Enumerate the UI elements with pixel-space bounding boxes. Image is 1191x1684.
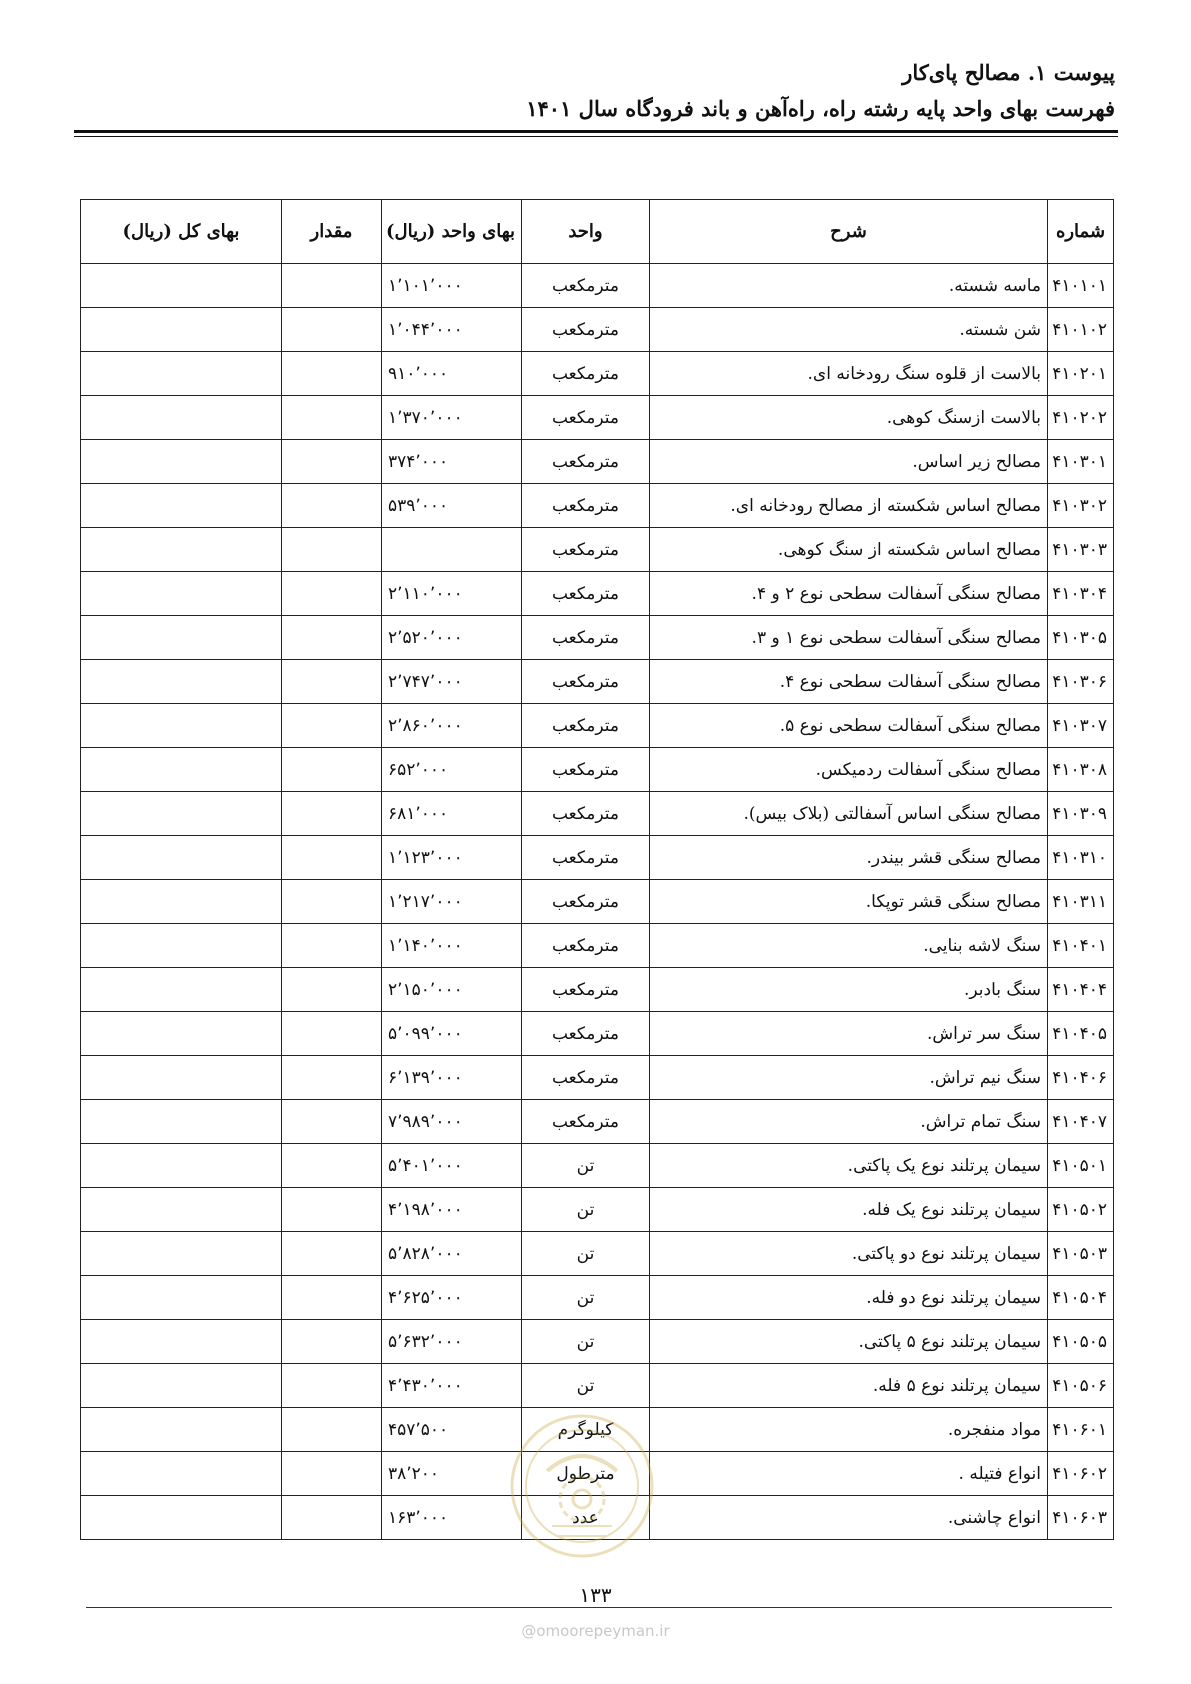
row-code: ۴۱۰۳۱۰ <box>1048 836 1114 880</box>
table-row <box>81 880 1114 924</box>
row-total-price <box>81 1056 282 1100</box>
row-code: ۴۱۰۴۰۶ <box>1048 1056 1114 1100</box>
row-quantity <box>282 1100 382 1144</box>
row-unit-price: ۵٬۰۹۹٬۰۰۰ <box>382 1012 522 1056</box>
table-row <box>81 440 1114 484</box>
row-unit: مترمکعب <box>522 748 650 792</box>
row-unit-price: ۵٬۶۳۲٬۰۰۰ <box>382 1320 522 1364</box>
row-quantity <box>282 1364 382 1408</box>
table-row <box>81 1012 1114 1056</box>
table-row <box>81 1320 1114 1364</box>
row-total-price <box>81 1364 282 1408</box>
row-description: سیمان پرتلند نوع ۵ فله. <box>650 1364 1048 1408</box>
row-unit-price: ۱٬۱۰۱٬۰۰۰ <box>382 264 522 308</box>
row-description: سنگ لاشه بنایی. <box>650 924 1048 968</box>
row-description: سیمان پرتلند نوع دو فله. <box>650 1276 1048 1320</box>
row-unit: مترمکعب <box>522 484 650 528</box>
row-unit: مترمکعب <box>522 704 650 748</box>
row-description: مصالح زیر اساس. <box>650 440 1048 484</box>
row-unit: کیلوگرم <box>522 1408 650 1452</box>
row-quantity <box>282 792 382 836</box>
column-header-code: شماره <box>1048 200 1114 264</box>
row-description: سنگ سر تراش. <box>650 1012 1048 1056</box>
row-unit-price: ۲٬۱۵۰٬۰۰۰ <box>382 968 522 1012</box>
row-unit: مترمکعب <box>522 880 650 924</box>
row-total-price <box>81 1276 282 1320</box>
row-unit: مترمکعب <box>522 1100 650 1144</box>
row-description: مصالح سنگی آسفالت سطحی نوع ۱ و ۳. <box>650 616 1048 660</box>
row-description: سنگ تمام تراش. <box>650 1100 1048 1144</box>
row-total-price <box>81 1452 282 1496</box>
row-code: ۴۱۰۵۰۳ <box>1048 1232 1114 1276</box>
row-code: ۴۱۰۵۰۴ <box>1048 1276 1114 1320</box>
row-unit: مترمکعب <box>522 396 650 440</box>
table-row <box>81 704 1114 748</box>
row-quantity <box>282 396 382 440</box>
table-row <box>81 836 1114 880</box>
row-unit: مترمکعب <box>522 924 650 968</box>
table-row <box>81 352 1114 396</box>
table-header-row <box>81 200 1114 264</box>
row-description: مصالح سنگی قشر بیندر. <box>650 836 1048 880</box>
row-quantity <box>282 748 382 792</box>
row-code: ۴۱۰۴۰۴ <box>1048 968 1114 1012</box>
row-quantity <box>282 968 382 1012</box>
row-unit-price: ۲٬۵۲۰٬۰۰۰ <box>382 616 522 660</box>
row-unit: مترمکعب <box>522 528 650 572</box>
row-code: ۴۱۰۱۰۲ <box>1048 308 1114 352</box>
row-code: ۴۱۰۶۰۳ <box>1048 1496 1114 1540</box>
row-unit: تن <box>522 1276 650 1320</box>
row-description: مصالح سنگی آسفالت سطحی نوع ۴. <box>650 660 1048 704</box>
footer-rule <box>86 1607 1112 1608</box>
row-unit: مترمکعب <box>522 308 650 352</box>
row-unit: مترمکعب <box>522 1056 650 1100</box>
row-quantity <box>282 1012 382 1056</box>
row-code: ۴۱۰۲۰۱ <box>1048 352 1114 396</box>
row-quantity <box>282 1496 382 1540</box>
row-unit: مترمکعب <box>522 572 650 616</box>
row-description: مواد منفجره. <box>650 1408 1048 1452</box>
row-description: سنگ نیم تراش. <box>650 1056 1048 1100</box>
row-unit: تن <box>522 1232 650 1276</box>
row-total-price <box>81 1188 282 1232</box>
header-rule-thick <box>74 130 1118 133</box>
row-unit-price: ۴٬۶۲۵٬۰۰۰ <box>382 1276 522 1320</box>
row-quantity <box>282 308 382 352</box>
row-unit-price: ۴۵۷٬۵۰۰ <box>382 1408 522 1452</box>
row-quantity <box>282 836 382 880</box>
row-description: سیمان پرتلند نوع دو پاکتی. <box>650 1232 1048 1276</box>
row-unit: تن <box>522 1320 650 1364</box>
row-total-price <box>81 704 282 748</box>
row-code: ۴۱۰۴۰۱ <box>1048 924 1114 968</box>
row-unit-price: ۹۱۰٬۰۰۰ <box>382 352 522 396</box>
table-row <box>81 1232 1114 1276</box>
row-unit: مترمکعب <box>522 616 650 660</box>
row-code: ۴۱۰۶۰۲ <box>1048 1452 1114 1496</box>
row-total-price <box>81 660 282 704</box>
table-row <box>81 968 1114 1012</box>
row-quantity <box>282 924 382 968</box>
row-total-price <box>81 440 282 484</box>
table-row <box>81 1100 1114 1144</box>
row-unit-price: ۴٬۴۳۰٬۰۰۰ <box>382 1364 522 1408</box>
row-code: ۴۱۰۳۰۵ <box>1048 616 1114 660</box>
row-code: ۴۱۰۳۰۴ <box>1048 572 1114 616</box>
row-unit-price: ۶۸۱٬۰۰۰ <box>382 792 522 836</box>
table-row <box>81 264 1114 308</box>
row-unit-price: ۶۵۲٬۰۰۰ <box>382 748 522 792</box>
row-unit: تن <box>522 1364 650 1408</box>
row-total-price <box>81 264 282 308</box>
row-total-price <box>81 616 282 660</box>
row-total-price <box>81 352 282 396</box>
row-unit-price: ۱٬۲۱۷٬۰۰۰ <box>382 880 522 924</box>
table-row <box>81 792 1114 836</box>
row-description: مصالح سنگی آسفالت سطحی نوع ۲ و ۴. <box>650 572 1048 616</box>
row-quantity <box>282 1188 382 1232</box>
row-unit: مترمکعب <box>522 1012 650 1056</box>
table-row <box>81 1188 1114 1232</box>
row-description: سیمان پرتلند نوع ۵ پاکتی. <box>650 1320 1048 1364</box>
row-code: ۴۱۰۳۱۱ <box>1048 880 1114 924</box>
row-code: ۴۱۰۵۰۲ <box>1048 1188 1114 1232</box>
table-row <box>81 1408 1114 1452</box>
row-unit-price: ۷٬۹۸۹٬۰۰۰ <box>382 1100 522 1144</box>
row-unit-price: ۵٬۴۰۱٬۰۰۰ <box>382 1144 522 1188</box>
row-quantity <box>282 1144 382 1188</box>
row-description: سیمان پرتلند نوع یک پاکتی. <box>650 1144 1048 1188</box>
table-row <box>81 1364 1114 1408</box>
row-unit: تن <box>522 1188 650 1232</box>
row-unit-price: ۱٬۳۷۰٬۰۰۰ <box>382 396 522 440</box>
row-description: انواع فتیله . <box>650 1452 1048 1496</box>
table-row <box>81 616 1114 660</box>
row-total-price <box>81 1496 282 1540</box>
row-unit-price: ۱٬۱۴۰٬۰۰۰ <box>382 924 522 968</box>
row-total-price <box>81 572 282 616</box>
row-unit-price: ۲٬۸۶۰٬۰۰۰ <box>382 704 522 748</box>
row-code: ۴۱۰۳۰۳ <box>1048 528 1114 572</box>
row-quantity <box>282 264 382 308</box>
row-unit: مترمکعب <box>522 836 650 880</box>
table-row <box>81 748 1114 792</box>
column-header-quantity: مقدار <box>282 200 382 264</box>
row-total-price <box>81 1320 282 1364</box>
row-total-price <box>81 1100 282 1144</box>
table-row <box>81 396 1114 440</box>
row-description: سنگ بادبر. <box>650 968 1048 1012</box>
column-header-description: شرح <box>650 200 1048 264</box>
row-unit-price: ۲٬۷۴۷٬۰۰۰ <box>382 660 522 704</box>
row-quantity <box>282 1408 382 1452</box>
row-total-price <box>81 924 282 968</box>
row-unit-price: ۱۶۳٬۰۰۰ <box>382 1496 522 1540</box>
table-row <box>81 1144 1114 1188</box>
row-total-price <box>81 396 282 440</box>
row-unit-price: ۳۸٬۲۰۰ <box>382 1452 522 1496</box>
row-unit: مترمکعب <box>522 440 650 484</box>
table-row <box>81 924 1114 968</box>
website-watermark: @omoorepeyman.ir <box>521 1622 670 1640</box>
row-unit: مترمکعب <box>522 660 650 704</box>
row-unit: مترمکعب <box>522 352 650 396</box>
row-total-price <box>81 792 282 836</box>
row-code: ۴۱۰۵۰۱ <box>1048 1144 1114 1188</box>
row-quantity <box>282 440 382 484</box>
row-description: مصالح اساس شکسته از مصالح رودخانه ای. <box>650 484 1048 528</box>
row-unit-price: ۲٬۱۱۰٬۰۰۰ <box>382 572 522 616</box>
row-code: ۴۱۰۳۰۱ <box>1048 440 1114 484</box>
header-rule-thin <box>74 136 1118 137</box>
row-code: ۴۱۰۴۰۷ <box>1048 1100 1114 1144</box>
row-description: مصالح اساس شکسته از سنگ کوهی. <box>650 528 1048 572</box>
row-unit-price: ۳۷۴٬۰۰۰ <box>382 440 522 484</box>
row-unit-price: ۶٬۱۳۹٬۰۰۰ <box>382 1056 522 1100</box>
row-total-price <box>81 1012 282 1056</box>
row-unit: مترمکعب <box>522 792 650 836</box>
row-total-price <box>81 1232 282 1276</box>
row-code: ۴۱۰۴۰۵ <box>1048 1012 1114 1056</box>
table-row <box>81 1452 1114 1496</box>
appendix-title: پیوست ۱. مصالح پای‌کار <box>902 60 1115 85</box>
row-total-price <box>81 968 282 1012</box>
row-description: انواع چاشنی. <box>650 1496 1048 1540</box>
row-unit-price: ۴٬۱۹۸٬۰۰۰ <box>382 1188 522 1232</box>
row-total-price <box>81 748 282 792</box>
row-code: ۴۱۰۲۰۲ <box>1048 396 1114 440</box>
row-unit-price <box>382 528 522 572</box>
row-unit-price: ۱٬۰۴۴٬۰۰۰ <box>382 308 522 352</box>
table-row <box>81 1276 1114 1320</box>
table-row <box>81 660 1114 704</box>
row-description: مصالح سنگی قشر توپکا. <box>650 880 1048 924</box>
row-description: بالاست از قلوه سنگ رودخانه ای. <box>650 352 1048 396</box>
row-total-price <box>81 836 282 880</box>
row-code: ۴۱۰۳۰۷ <box>1048 704 1114 748</box>
row-code: ۴۱۰۱۰۱ <box>1048 264 1114 308</box>
row-description: سیمان پرتلند نوع یک فله. <box>650 1188 1048 1232</box>
row-description: ماسه شسته. <box>650 264 1048 308</box>
column-header-unit: واحد <box>522 200 650 264</box>
row-quantity <box>282 1276 382 1320</box>
row-description: شن شسته. <box>650 308 1048 352</box>
row-total-price <box>81 308 282 352</box>
row-code: ۴۱۰۳۰۶ <box>1048 660 1114 704</box>
row-quantity <box>282 1056 382 1100</box>
row-code: ۴۱۰۶۰۱ <box>1048 1408 1114 1452</box>
row-unit-price: ۱٬۱۲۳٬۰۰۰ <box>382 836 522 880</box>
column-header-unit-price: بهای واحد (ریال) <box>382 200 522 264</box>
page-number: ۱۳۳ <box>579 1583 612 1607</box>
row-total-price <box>81 484 282 528</box>
row-unit-price: ۵۳۹٬۰۰۰ <box>382 484 522 528</box>
row-unit: مترمکعب <box>522 968 650 1012</box>
row-total-price <box>81 1408 282 1452</box>
row-description: مصالح سنگی اساس آسفالتی (بلاک بیس). <box>650 792 1048 836</box>
column-header-total-price: بهای کل (ریال) <box>81 200 282 264</box>
table-row <box>81 572 1114 616</box>
row-quantity <box>282 616 382 660</box>
table-row <box>81 528 1114 572</box>
row-total-price <box>81 528 282 572</box>
row-quantity <box>282 1232 382 1276</box>
row-quantity <box>282 572 382 616</box>
row-quantity <box>282 1320 382 1364</box>
table-row <box>81 1056 1114 1100</box>
row-description: مصالح سنگی آسفالت ردمیکس. <box>650 748 1048 792</box>
row-quantity <box>282 704 382 748</box>
table-row <box>81 484 1114 528</box>
row-total-price <box>81 1144 282 1188</box>
row-code: ۴۱۰۵۰۵ <box>1048 1320 1114 1364</box>
table-row <box>81 1496 1114 1540</box>
row-total-price <box>81 880 282 924</box>
row-code: ۴۱۰۳۰۸ <box>1048 748 1114 792</box>
row-code: ۴۱۰۳۰۹ <box>1048 792 1114 836</box>
row-unit-price: ۵٬۸۲۸٬۰۰۰ <box>382 1232 522 1276</box>
row-description: مصالح سنگی آسفالت سطحی نوع ۵. <box>650 704 1048 748</box>
row-unit: عدد <box>522 1496 650 1540</box>
row-quantity <box>282 484 382 528</box>
row-unit: مترطول <box>522 1452 650 1496</box>
row-unit: مترمکعب <box>522 264 650 308</box>
row-code: ۴۱۰۳۰۲ <box>1048 484 1114 528</box>
row-unit: تن <box>522 1144 650 1188</box>
row-quantity <box>282 528 382 572</box>
row-code: ۴۱۰۵۰۶ <box>1048 1364 1114 1408</box>
row-quantity <box>282 352 382 396</box>
row-quantity <box>282 1452 382 1496</box>
document-title: فهرست بهای واحد پایه رشته راه، راه‌آهن و باند فرودگاه سال ۱۴۰۱ <box>526 96 1115 121</box>
row-quantity <box>282 880 382 924</box>
price-list-table <box>80 199 1114 1540</box>
row-description: بالاست ازسنگ کوهی. <box>650 396 1048 440</box>
table-row <box>81 308 1114 352</box>
row-quantity <box>282 660 382 704</box>
